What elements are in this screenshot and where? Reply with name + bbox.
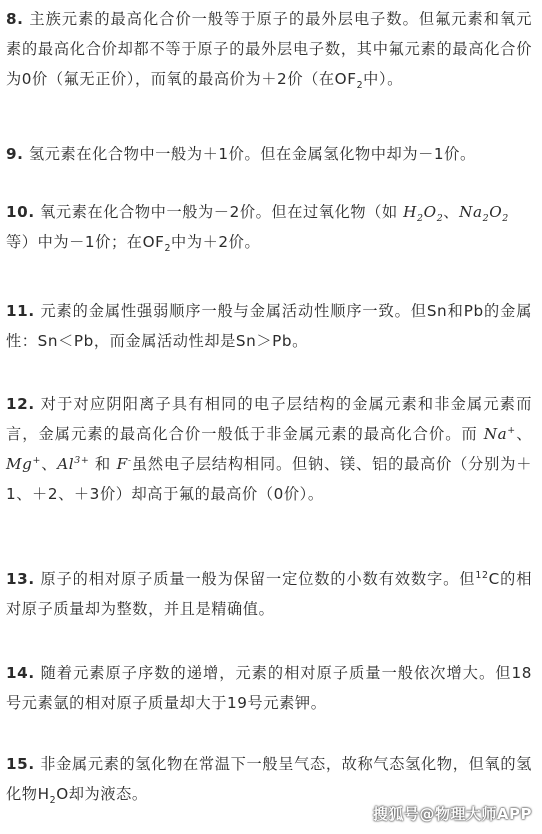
formula-h2o2: $H_2O_2$ xyxy=(403,203,444,225)
item-text: 主族元素的最高化合价一般等于原子的最外层电子数。但氟元素和氧元素的最高化合价却都不等于原子的最外层电子数，其中氟元素的最高化合价为0价（氟无正价），而氧的最高价为＋2价（在OF xyxy=(6,10,532,88)
item-text: 随着元素原子序数的递增，元素的相对原子质量一般依次增大。但18号元素氩的相对原子质量却大于19号元素钾。 xyxy=(6,664,532,712)
item-text: 元素的金属性强弱顺序一般与金属活动性顺序一致。但Sn和Pb的金属性：Sn＜Pb，而金属活动性却是Sn＞Pb。 xyxy=(6,302,532,350)
item-text: 非金属元素的氢化物在常温下一般呈气态，故称气态氢化物，但氧的氢化物H xyxy=(6,755,532,803)
item-number: 13. xyxy=(6,570,35,588)
item-12 xyxy=(6,389,532,509)
item-number: 15. xyxy=(6,755,35,773)
item-14 xyxy=(6,658,532,718)
item-15 xyxy=(6,749,532,809)
item-text: 虽然电子层结构相同。但钠、镁、铝的最高价（分别为＋1、＋2、＋3价）却高于氟的最高价（0价）。 xyxy=(6,455,532,503)
item-number: 14. xyxy=(6,664,35,682)
separator: 、 xyxy=(40,455,58,473)
separator: 、 xyxy=(515,425,533,443)
item-text: 对于对应阴阳离子具有相同的电子层结构的金属元素和非金属元素而言，金属元素的最高化合价一般低于非金属元素的最高化合价。而 xyxy=(6,395,532,443)
item-text: C的相对原子质量却为整数，并且是精确值。 xyxy=(6,570,532,618)
item-number: 9. xyxy=(6,145,24,163)
item-10 xyxy=(6,197,532,257)
item-number: 10. xyxy=(6,203,35,221)
item-13 xyxy=(6,564,532,624)
subscript: 2 xyxy=(164,243,172,255)
item-text: 氢元素在化合物中一般为＋1价。但在金属氢化物中却为－1价。 xyxy=(23,145,476,163)
ion-f: F- xyxy=(116,454,132,473)
ion-al: $Al^{3+}$ xyxy=(57,454,90,473)
item-number: 11. xyxy=(6,302,35,320)
item-number: 12. xyxy=(6,395,35,413)
item-text: 中为＋2价。 xyxy=(171,233,261,251)
item-text: 等）中为－1价；在OF xyxy=(6,233,165,251)
item-text: O却为液态。 xyxy=(56,785,148,803)
item-8 xyxy=(6,4,532,94)
ion-na: Na+ xyxy=(483,424,516,443)
conjunction: 和 xyxy=(89,455,117,473)
item-9 xyxy=(6,139,532,169)
subscript: 2 xyxy=(356,80,364,92)
ion-mg: Mg+ xyxy=(6,454,41,473)
formula-na2o2: $Na_2O_2$ xyxy=(459,203,509,225)
item-text: 原子的相对原子质量一般为保留一定位数的小数有效数字。但 xyxy=(34,570,476,588)
item-text: 中）。 xyxy=(363,70,403,88)
separator: 、 xyxy=(443,203,460,221)
watermark: 搜狐号@物理大师APP xyxy=(372,805,532,823)
item-text: 氧元素在化合物中一般为－2价。但在过氧化物（如 xyxy=(34,203,404,221)
subscript: 2 xyxy=(49,795,57,807)
item-number: 8. xyxy=(6,10,24,28)
superscript: 12 xyxy=(475,569,489,581)
item-11 xyxy=(6,296,532,356)
